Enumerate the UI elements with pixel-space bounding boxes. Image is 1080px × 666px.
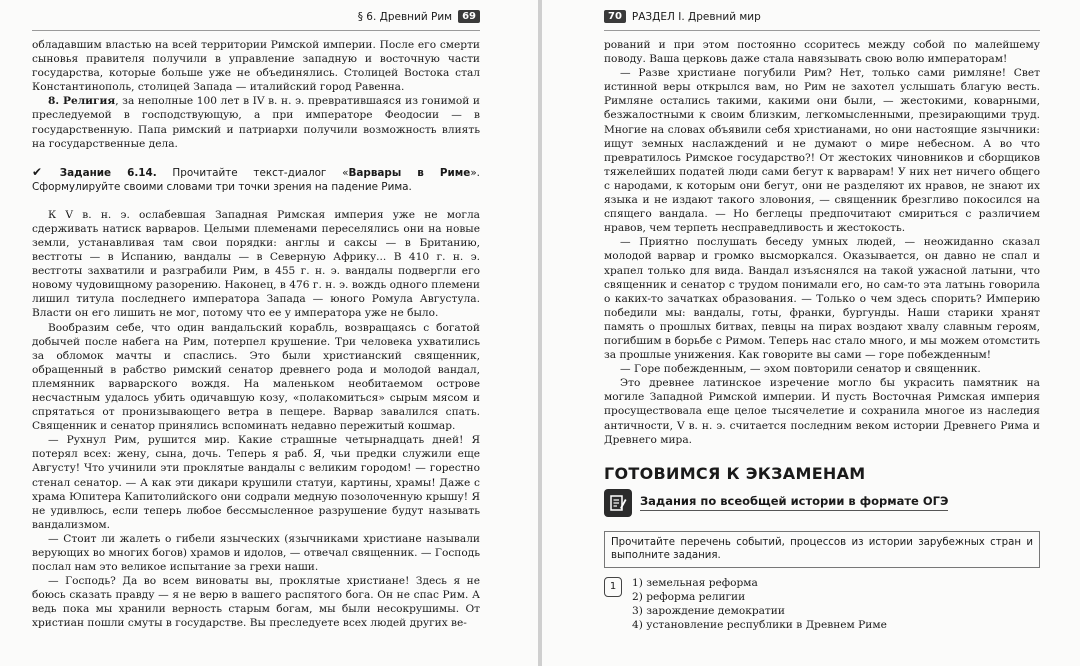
right-header-rule — [604, 30, 1040, 31]
left-page-number: 69 — [458, 10, 480, 23]
religion-label: 8. Религия — [48, 95, 116, 108]
paragraph: К V в. н. э. ослабевшая Западная Римская империя уже не могла сдерживать натиск варваров. Целыми племенами переселялись они на новые земли, устанавливая там свои порядки: англы и саксы — в Британию, вестготы — в Испанию, вандалы — в Северную Африку... В 410 г. н. э. вестготы захватили и разграбили Рим, в 455 г. н. э. вандалы подвергли его новому чудовищному разорению. Наконец, в 476 г. н. э. вождь одного племени лишил титула последнего императора Запада — юного Ромула Августула. Власти он его лишить не мог, потому что ее у императора уже не было. — [32, 208, 480, 320]
paragraph: — Господь? Да во всем виноваты вы, проклятые христиане! Здесь я не боюсь сказать правду — я не верю в вашего распятого бога. Он не спас Рим. А ведь пока мы хранили верность старым богам, мы были несокрушимы. От христиан пошли смуты в государстве. Вы преследуете всех людей других ве- — [32, 575, 480, 630]
religion-paragraph — [32, 94, 480, 150]
religion-text: , за неполные 100 лет в IV в. н. э. превратившаяся из гонимой и преследуемой в господствующую, а при императоре Феодосии — в государственную. Папа римский и патриархи получили возможность влиять на государственные дела. — [32, 95, 480, 150]
left-section-title: § 6. Древний Рим — [357, 10, 453, 23]
list-item: 1) земельная реформа — [632, 576, 758, 589]
task-label: Задание 6.14. — [59, 166, 157, 179]
left-running-head — [358, 10, 480, 23]
paragraph: Вообразим себе, что один вандальский корабль, возвращаясь с богатой добычей после набега на Рим, потерпел крушение. Три человека ухватились за обломок мачты и спаслись. Это были христианский священник, обращенный в рабство римский сенатор древнего рода и молодой вандал, племянник варварского вождя. На маленьком необитаемом острове несчастным удалось убить одичавшую козу, «полакомиться» сырым мясом и спрятаться от пронизывающего ветра в пещере. Варвар завалился спать. Священник и сенатор принялись вспоминать недавно пережитый кошмар. — [32, 321, 480, 433]
left-page — [0, 0, 538, 666]
paragraph: Это древнее латинское изречение могло бы украсить памятник на могиле Западной Римской империи. И пусть Восточная Римская империя просуществовала еще целое тысячелетие и сохранила многое из наследия античности, V в. н. э. считается последним веком истории Древнего Рима и Древнего мира. — [604, 377, 1040, 446]
right-section-title: РАЗДЕЛ I. Древний мир — [631, 10, 761, 23]
oge-heading — [604, 489, 1040, 517]
instruction-box: Прочитайте перечень событий, процессов из истории зарубежных стран и выполните задания. — [604, 531, 1040, 568]
pencil-notepad-icon — [604, 489, 632, 517]
task-title: Варвары в Риме — [348, 166, 471, 179]
question-1 — [604, 576, 1040, 632]
paragraph: — Разве христиане погубили Рим? Нет, только сами римляне! Свет истинной веры открылся вам, но Рим не захотел услышать благую весть. Римляне остались такими, какими они были, — жестокими, коварными, безжалостными к своим близким, легкомысленными, презирающими труд. Многие на словах объявили себя христианами, но они настоящие язычники: ищут земных наслаждений и не думают о мире небесном. А во что превратилось Римское государство?! От жестоких чиновников и сборщиков тяжелейших податей люди сами бегут к варварам! У них нет ничего общего с народами, к которым они бегут, они не разделяют их нравов, не знают их языка и не издают такого зловония, — священник брезгливо покосился на спящего вандала. — Но беглецы предпочитают смириться с различием нравов, чем терпеть несправедливость и жестокость. — [604, 67, 1040, 235]
right-page-number: 70 — [604, 10, 626, 23]
task-text-before: Прочитайте текст-диалог « — [156, 166, 349, 179]
question-number-badge: 1 — [604, 577, 622, 597]
list-item: 4) установление республики в Древнем Риме — [632, 619, 887, 632]
events-list — [632, 576, 887, 632]
checkmark-icon: ✔ — [32, 164, 43, 179]
right-text-column — [604, 38, 1040, 632]
paragraph: — Рухнул Рим, рушится мир. Какие страшные четырнадцать дней! Я потерял всех: жену, сына, дочь. Теперь я раб. Я, чьи предки служили еще Августу! Что учинили эти проклятые вандалы с великим городом! — горестно стенал сенатор. — А как эти дикари крушили статуи, картины, храмы! Даже с храма Юпитера Капитолийского они содрали медную позолоченную крышу! Я не удивлюсь, если теперь любое бессмысленное разрушение будут называть вандализмом. — [32, 434, 480, 531]
paragraph: обладавшим властью на всей территории Римской империи. После его смерти сыновья правителя получили в управление западную и восточную части государства, которые больше уже не объединялись. Столицей Востока стал Константинополь, столицей Запада — италийский город Равенна. — [32, 39, 480, 94]
task-text-after: ». Сформулируйте своими словами три точки зрения на падение Рима. — [32, 166, 480, 193]
left-text-column — [32, 38, 480, 631]
paragraph: — Стоит ли жалеть о гибели языческих (язычниками христиане называли верующих во многих богов) храмов и идолов, — отвечал священник. — Господь послал нам это великое испытание за грехи наши. — [32, 532, 480, 574]
list-item: 2) реформа религии — [632, 590, 746, 603]
oge-subtitle: Задания по всеобщей истории в формате ОГЭ — [640, 494, 948, 511]
list-item: 3) зарождение демократии — [632, 605, 785, 617]
paragraph: — Приятно послушать беседу умных людей, — неожиданно сказал молодой варвар и громко высморкался. Оказывается, он давно не спал и храпел только для вида. Вандал изъяснялся на такой ужасной латыни, что священник и сенатор с трудом понимали его, но сам-то эта латынь говорила о каких-то зачатках образования. — Только о чем здесь спорить? Империю победили мы: вандалы, готы, франки, бургунды. Наши старики хранят память о прошлых битвах, певцы на пирах воздают хвалу славным героям, погибшим в борьбе с Римом. Теперь нас стало много, и мы можем отомстить за прошлые унижения. Как говорите вы сами — горе побежденным! — [604, 236, 1040, 362]
task-6-14 — [32, 165, 480, 194]
left-header-rule — [32, 30, 480, 31]
paragraph: рований и при этом постоянно ссоритесь между собой по малейшему поводу. Ваша церковь даже стала навязывать свою волю императорам! — [604, 39, 1040, 66]
right-running-head — [604, 10, 761, 23]
right-page — [542, 0, 1080, 666]
exam-section-title: ГОТОВИМСЯ К ЭКЗАМЕНАМ — [604, 463, 866, 483]
paragraph: — Горе побежденным, — эхом повторили сенатор и священник. — [620, 363, 981, 376]
